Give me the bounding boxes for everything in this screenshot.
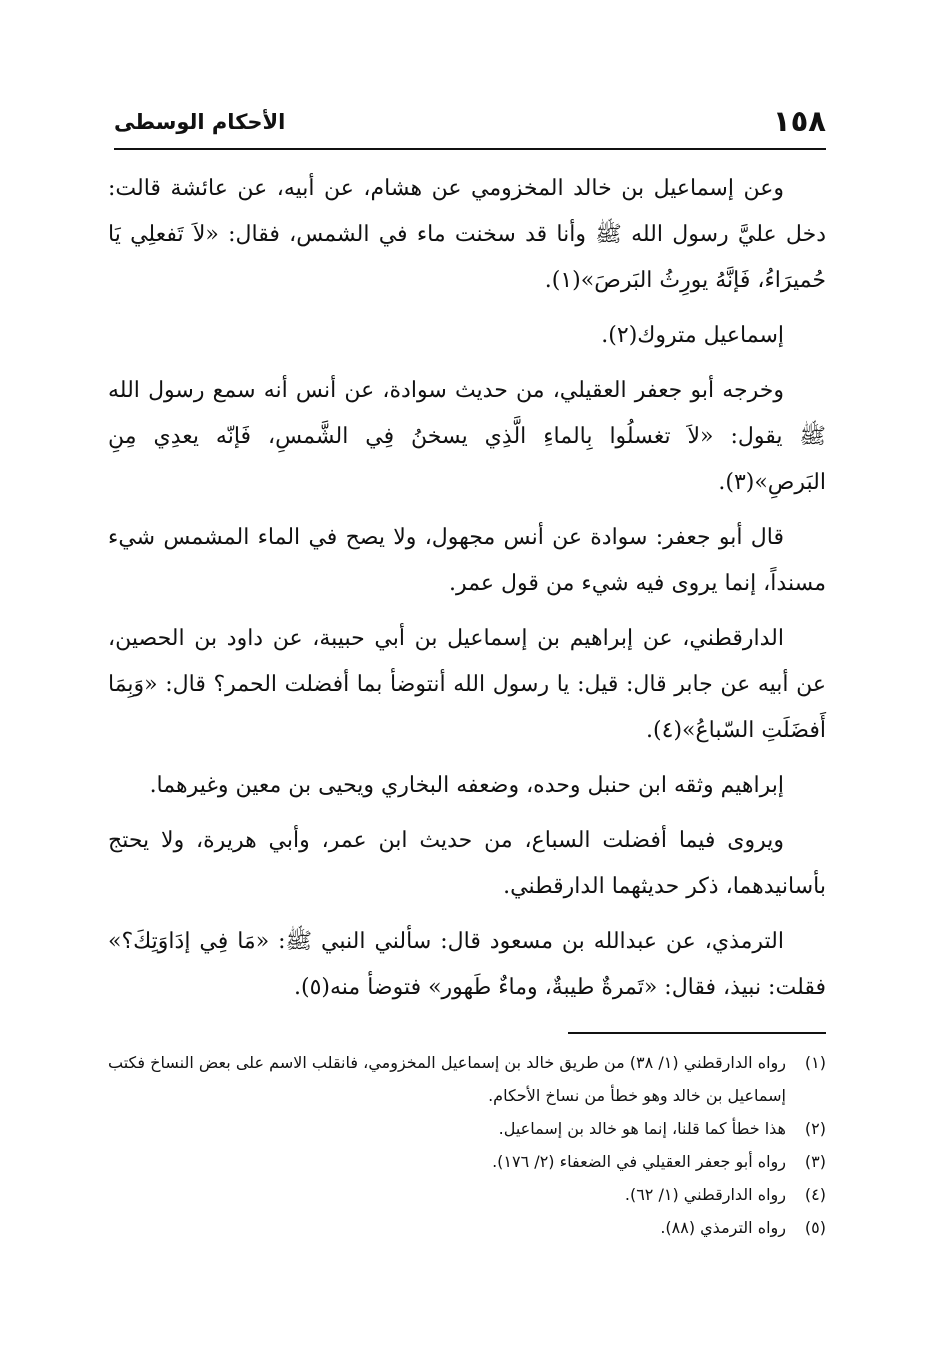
footnote <box>108 1046 826 1112</box>
footnote-marker: (٤) <box>804 1185 826 1204</box>
running-title: الأحكام الوسطى <box>114 110 286 134</box>
footnote-text: رواه الدارقطني (١/ ٣٨) من طريق خالد بن إسماعيل المخزومي، فانقلب الاسم على بعض النساخ فكتب إسماعيل بن خالد وهو خطأ من نساخ الأحكام. <box>108 1053 786 1105</box>
paragraph: إبراهيم وثقه ابن حنبل وحده، وضعفه البخاري ويحيى بن معين وغيرهما. <box>149 773 784 798</box>
paragraph: إسماعيل متروك(٢). <box>601 323 784 348</box>
paragraph: الدارقطني، عن إبراهيم بن إسماعيل بن أبي حبيبة، عن داود بن الحصين، عن أبيه عن جابر قال: قيل: يا رسول الله أنتوضأ بما أفضلت الحمر؟ قال: «وَبِمَا أَفضَلَتِ السّباعُ»(٤). <box>108 626 826 743</box>
header-rule <box>114 148 826 150</box>
footnote-marker: (٥) <box>804 1218 826 1237</box>
footnote-text: رواه الدارقطني (١/ ٦٢). <box>624 1185 786 1204</box>
paragraph: قال أبو جعفر: سوادة عن أنس مجهول، ولا يصح في الماء المشمس شيء مسنداً، إنما يروى فيه شيء من قول عمر. <box>108 525 826 596</box>
page-number: ١٥٨ <box>772 104 826 138</box>
page-header <box>114 104 826 144</box>
paragraph: وعن إسماعيل بن خالد المخزومي عن هشام، عن أبيه، عن عائشة قالت: دخل عليَّ رسول الله ﷺ وأنا قد سخنت ماء في الشمس، فقال: «لاَ تَفعلِي يَا حُميرَاءُ، فَإنَّهُ يورِثُ البَرصَ»(١). <box>108 176 826 293</box>
paragraph: وخرجه أبو جعفر العقيلي، من حديث سوادة، عن أنس أنه سمع رسول الله ﷺ يقول: «لاَ تغسلُوا بِالماءِ الَّذِي يسخنُ فِي الشَّمسِ، فَإنّه يعدِي مِنِ البَرصِ»(٣). <box>108 378 826 495</box>
footnotes <box>108 1046 826 1244</box>
paragraph: ويروى فيما أفضلت السباع، من حديث ابن عمر، وأبي هريرة، ولا يحتج بأسانيدهما، ذكر حديثهما الدارقطني. <box>108 828 826 899</box>
footnote-marker: (٣) <box>804 1152 826 1171</box>
paragraph: الترمذي، عن عبدالله بن مسعود قال: سألني النبي ﷺ: «مَا فِي إدَاوَتِكَ؟» فقلت: نبيذ، فقال: «تَمرةٌ طيبةٌ، وماءٌ طَهور» فتوضأ منه(٥). <box>108 929 826 1000</box>
footnote-marker: (٢) <box>804 1119 826 1138</box>
footnote <box>108 1145 826 1178</box>
footnote <box>108 1112 826 1145</box>
footnote-marker: (١) <box>804 1053 826 1072</box>
footnote-separator <box>568 1032 826 1034</box>
footnote <box>108 1178 826 1211</box>
main-text <box>108 166 826 1020</box>
footnote-text: هذا خطأ كما قلنا، إنما هو خالد بن إسماعيل. <box>498 1119 786 1138</box>
footnote <box>108 1211 826 1244</box>
footnote-text: رواه أبو جعفر العقيلي في الضعفاء (٢/ ١٧٦). <box>492 1152 786 1171</box>
footnote-text: رواه الترمذي (٨٨). <box>660 1218 786 1237</box>
